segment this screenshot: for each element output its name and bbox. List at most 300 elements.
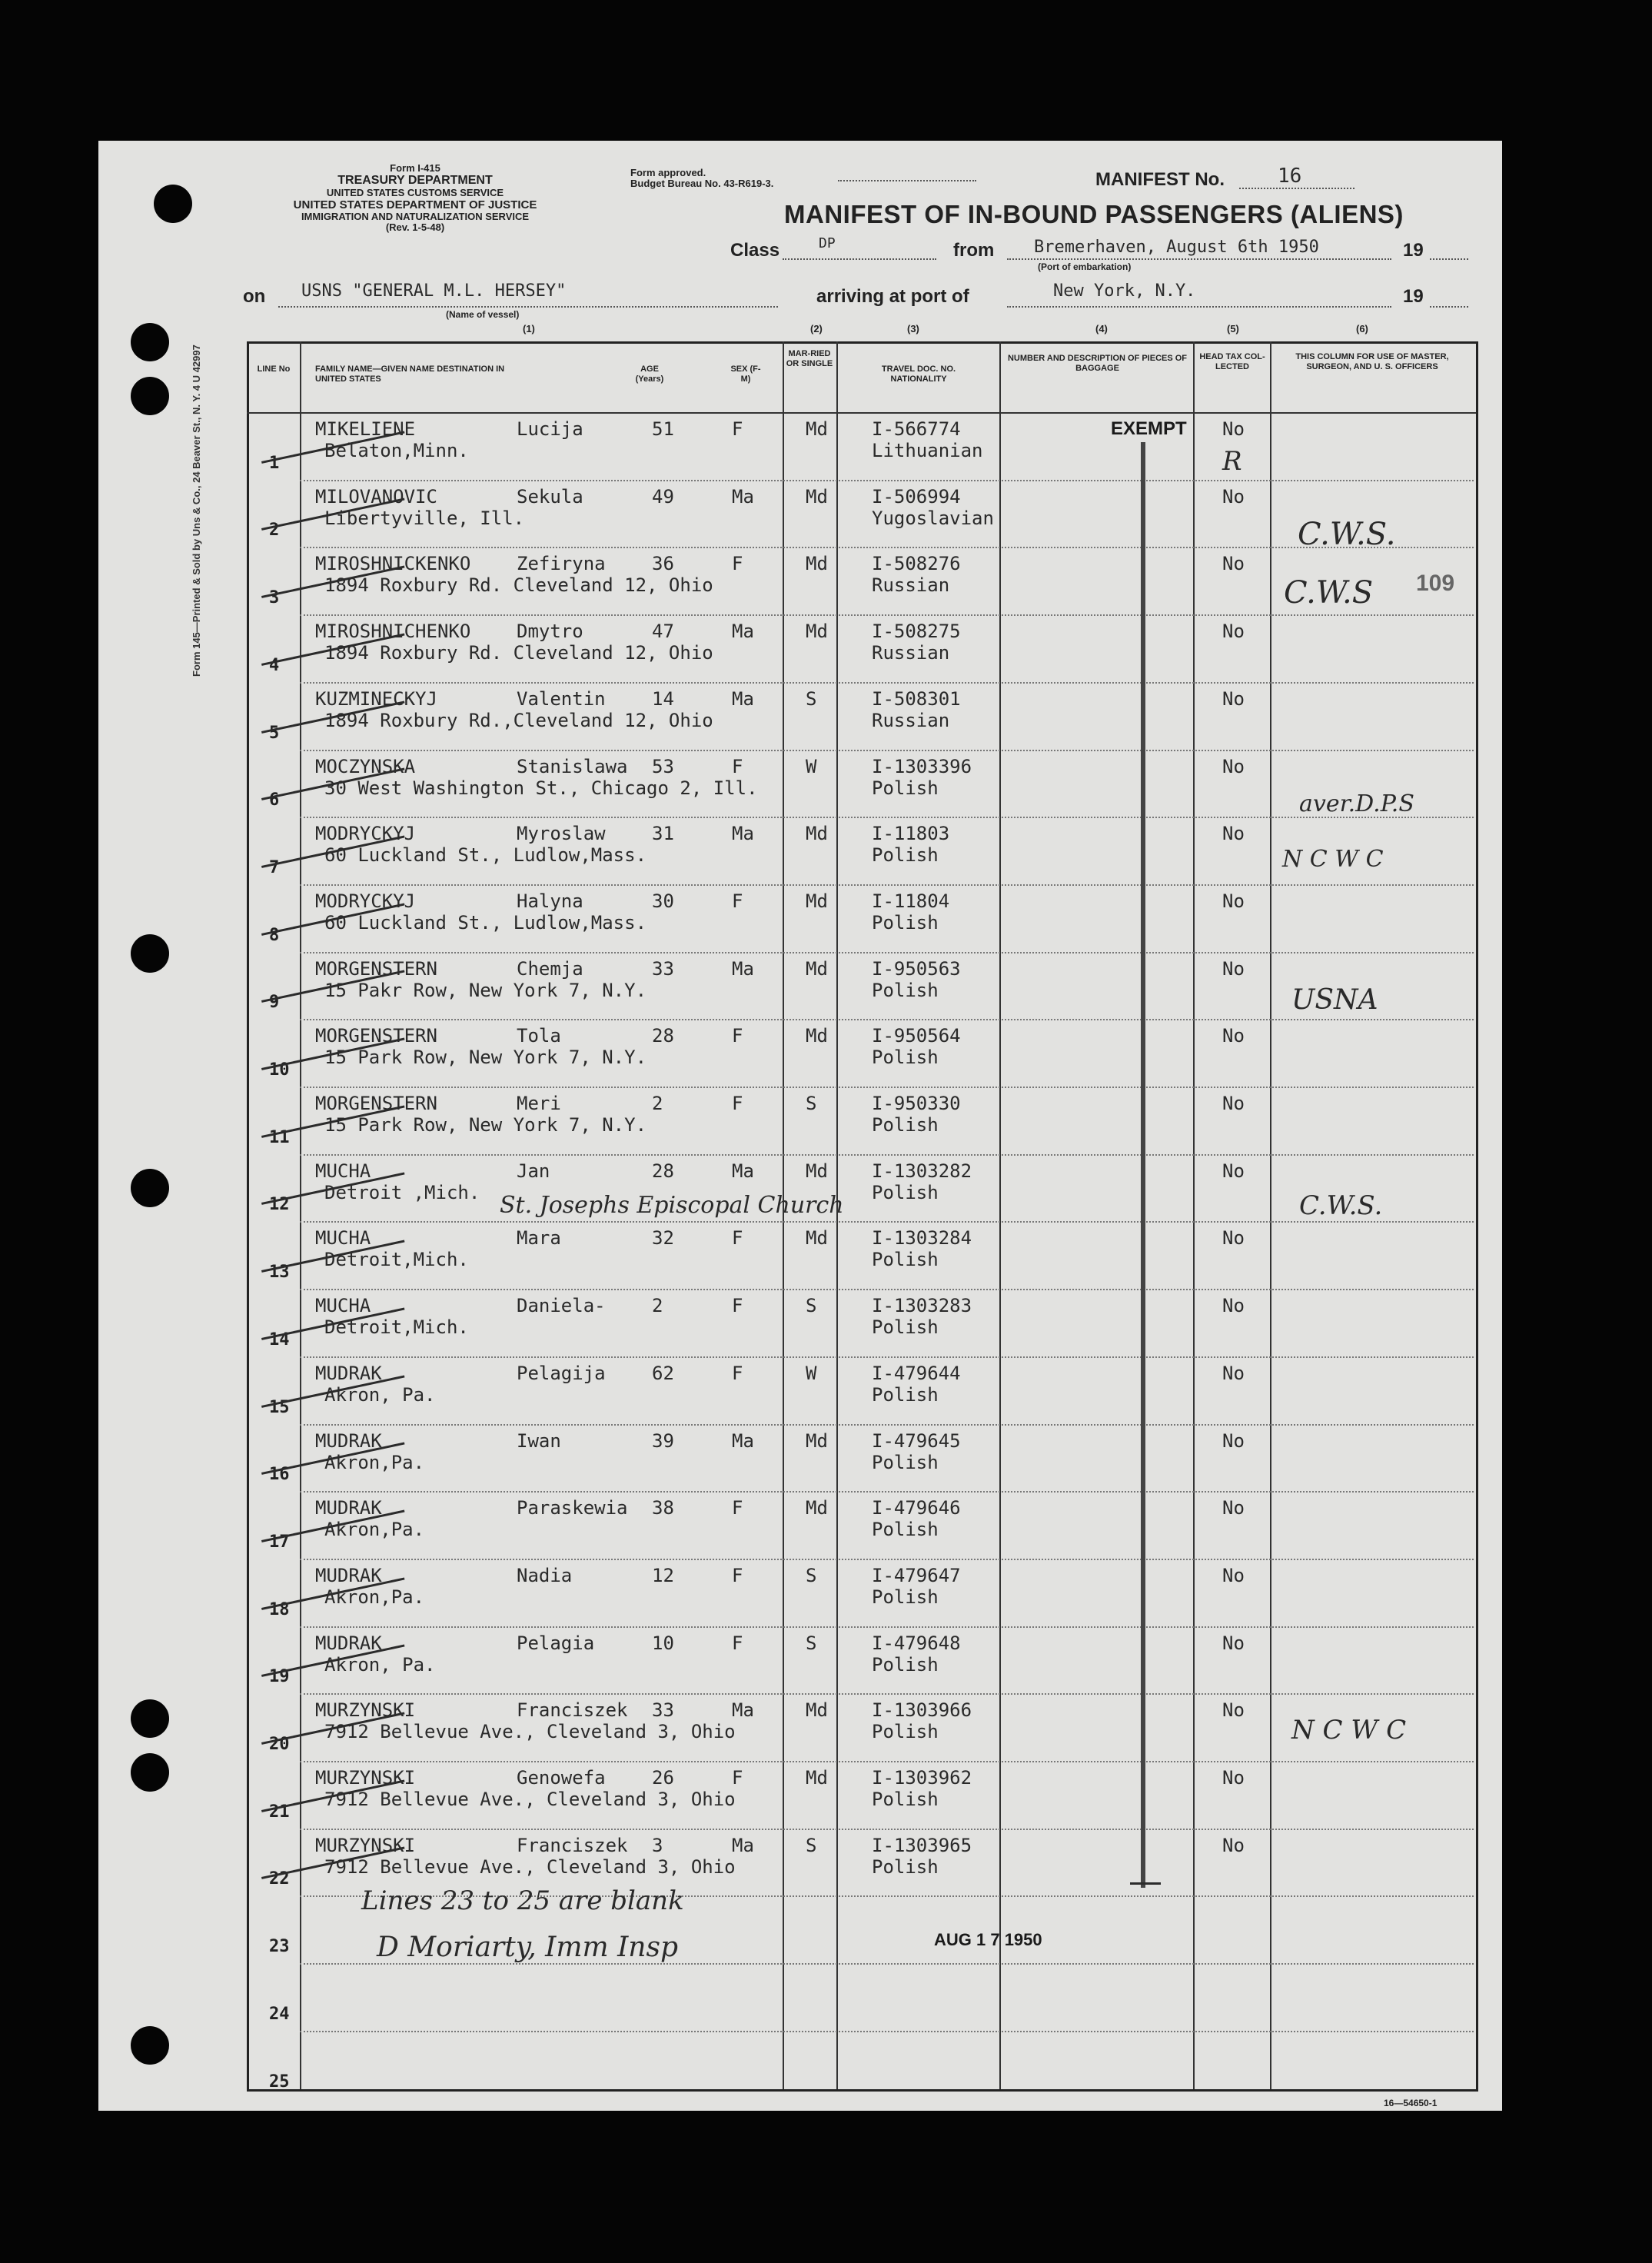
row-separator (300, 1019, 1474, 1020)
destination: 7912 Bellevue Ave., Cleveland 3, Ohio (324, 1789, 736, 1810)
line-number: 6 (269, 790, 280, 810)
marital-status: S (806, 1632, 817, 1654)
travel-doc-no: I-950564 (872, 1025, 961, 1047)
line-number: 24 (269, 2005, 290, 2024)
travel-doc-no: I-479648 (872, 1632, 961, 1654)
cws-note-1: C.W.S. (1298, 517, 1396, 552)
family-name: MIKELIENE (315, 418, 416, 440)
given-name: Nadia (517, 1565, 573, 1586)
lines-blank-note: Lines 23 to 25 are blank (361, 1885, 684, 1916)
head-tax: No (1222, 486, 1245, 508)
line-number: 15 (269, 1398, 290, 1417)
row-separator (300, 480, 1474, 481)
given-name: Franciszek (517, 1835, 628, 1856)
binder-hole (131, 934, 169, 973)
binder-hole (131, 377, 169, 415)
binder-hole (131, 1753, 169, 1792)
nationality: Polish (872, 1856, 939, 1878)
col-header-baggage: NUMBER AND DESCRIPTION OF PIECES OF BAGGAGE (1007, 354, 1188, 373)
family-name: MUDRAK (315, 1565, 382, 1586)
sex: F (732, 1363, 743, 1384)
head-tax: No (1222, 1160, 1245, 1182)
head-tax: No (1222, 1632, 1245, 1654)
nationality: Polish (872, 1586, 939, 1608)
page-number-stamp: 109 (1416, 571, 1455, 596)
age: 53 (652, 756, 674, 777)
given-name: Halyna (517, 890, 583, 912)
col-num-1: (1) (523, 323, 535, 334)
age: 36 (652, 553, 674, 574)
nationality: Polish (872, 1384, 939, 1406)
line-number: 9 (269, 993, 280, 1012)
sex: Ma (732, 486, 754, 508)
family-name: MILOVANOVIC (315, 486, 437, 508)
nationality: Russian (872, 710, 950, 731)
sex: F (732, 756, 743, 777)
marital-status: Md (806, 621, 828, 642)
age: 12 (652, 1565, 674, 1586)
travel-doc-no: I-506994 (872, 486, 961, 508)
head-tax: No (1222, 1430, 1245, 1452)
head-tax: No (1222, 621, 1245, 642)
port-value: New York, N.Y. (1053, 281, 1196, 301)
manifest-title: MANIFEST OF IN-BOUND PASSENGERS (ALIENS) (784, 200, 1404, 228)
sex: F (732, 890, 743, 912)
marital-status: Md (806, 1767, 828, 1789)
head-tax: No (1222, 890, 1245, 912)
col-num-5: (5) (1227, 323, 1239, 334)
age: 3 (652, 1835, 663, 1856)
manifest-no-label: MANIFEST No. (1095, 169, 1225, 190)
travel-doc-no: I-1303396 (872, 756, 972, 777)
form-id-block (231, 163, 600, 233)
cws-note-3: C.W.S. (1299, 1190, 1383, 1221)
sex: F (732, 1497, 743, 1519)
col-divider (300, 341, 301, 2089)
head-tax: No (1222, 553, 1245, 574)
vessel-note: (Name of vessel) (446, 309, 520, 320)
family-name: MUDRAK (315, 1497, 382, 1519)
line-number: 25 (269, 2072, 290, 2092)
marital-status: Md (806, 486, 828, 508)
nationality: Russian (872, 642, 950, 664)
family-name: MODRYCKYJ (315, 890, 416, 912)
row-separator (300, 1829, 1474, 1830)
row-separator (300, 1289, 1474, 1290)
vessel-name: USNS "GENERAL M.L. HERSEY" (301, 281, 567, 301)
marital-status: W (806, 756, 817, 777)
line-number: 23 (269, 1937, 290, 1956)
marital-status: W (806, 1363, 817, 1384)
nationality: Polish (872, 1452, 939, 1473)
head-tax: No (1222, 688, 1245, 710)
destination: 15 Park Row, New York 7, N.Y. (324, 1047, 647, 1068)
marital-status: Md (806, 1025, 828, 1047)
head-tax: No (1222, 1093, 1245, 1114)
row-separator (300, 1154, 1474, 1156)
row-separator (300, 614, 1474, 616)
port-line (1007, 306, 1391, 308)
year-line (1430, 258, 1468, 260)
age: 51 (652, 418, 674, 440)
travel-doc-no: I-950563 (872, 958, 961, 980)
line-number: 10 (269, 1060, 290, 1080)
line-number: 16 (269, 1465, 290, 1484)
binder-hole (131, 1699, 169, 1738)
cws-note-2: C.W.S (1284, 575, 1374, 611)
sex: F (732, 1093, 743, 1114)
destination: 1894 Roxbury Rd. Cleveland 12, Ohio (324, 642, 713, 664)
family-name: MIROSHNICHENKO (315, 621, 471, 642)
destination: Akron,Pa. (324, 1519, 425, 1540)
nationality: Polish (872, 844, 939, 866)
travel-doc-no: I-508275 (872, 621, 961, 642)
usna-note: USNA (1291, 984, 1378, 1016)
nationality: Polish (872, 980, 939, 1001)
travel-doc-no: I-1303962 (872, 1767, 972, 1789)
row-separator (300, 750, 1474, 751)
head-tax: No (1222, 756, 1245, 777)
age: 49 (652, 486, 674, 508)
nationality: Russian (872, 574, 950, 596)
form-approved: Form approved. (630, 167, 706, 178)
treasury-dept: TREASURY DEPARTMENT (337, 174, 493, 187)
sex: Ma (732, 1835, 754, 1856)
col-divider (1193, 341, 1195, 2089)
travel-doc-no: I-1303284 (872, 1227, 972, 1249)
year-label-2: 19 (1403, 286, 1424, 307)
destination: 15 Park Row, New York 7, N.Y. (324, 1114, 647, 1136)
age: 31 (652, 823, 674, 844)
head-tax: No (1222, 1025, 1245, 1047)
line-number: 19 (269, 1667, 290, 1686)
destination: Detroit ,Mich. (324, 1182, 480, 1203)
sex: Ma (732, 621, 754, 642)
marital-status: Md (806, 1160, 828, 1182)
col-header-age: AGE (Years) (635, 364, 664, 384)
col-num-2: (2) (810, 323, 823, 334)
marital-status: Md (806, 823, 828, 844)
nationality: Yugoslavian (872, 508, 994, 529)
ins-service: IMMIGRATION AND NATURALIZATION SERVICE (301, 211, 530, 222)
row-separator (300, 1963, 1474, 1965)
year-label: 19 (1403, 240, 1424, 261)
given-name: Genowefa (517, 1767, 606, 1789)
given-name: Jan (517, 1160, 550, 1182)
marital-status: Md (806, 1227, 828, 1249)
col-num-4: (4) (1095, 323, 1108, 334)
justice-dept: UNITED STATES DEPARTMENT OF JUSTICE (293, 198, 537, 211)
marital-status: Md (806, 890, 828, 912)
sex: F (732, 1767, 743, 1789)
travel-doc-no: I-508276 (872, 553, 961, 574)
line-number: 3 (269, 588, 280, 607)
marital-status: S (806, 1093, 817, 1114)
family-name: MODRYCKYJ (315, 823, 416, 844)
form-revision: (Rev. 1-5-48) (385, 221, 445, 233)
destination: 1894 Roxbury Rd. Cleveland 12, Ohio (324, 574, 713, 596)
nationality: Polish (872, 1182, 939, 1203)
class-line (783, 258, 936, 260)
travel-doc-no: I-1303282 (872, 1160, 972, 1182)
line-number: 12 (269, 1195, 290, 1214)
travel-doc-no: I-479646 (872, 1497, 961, 1519)
given-name: Mara (517, 1227, 561, 1249)
sex: Ma (732, 1699, 754, 1721)
head-tax: No (1222, 958, 1245, 980)
given-name: Meri (517, 1093, 561, 1114)
form-number: Form I-415 (390, 162, 440, 174)
inspector-signature: D Moriarty, Imm Insp (377, 1932, 679, 1963)
line-number: 14 (269, 1330, 290, 1349)
class-label: Class (730, 240, 780, 261)
header-rule (247, 412, 1476, 414)
destination: 7912 Bellevue Ave., Cleveland 3, Ohio (324, 1856, 736, 1878)
destination: 15 Pakr Row, New York 7, N.Y. (324, 980, 647, 1001)
sex: F (732, 1295, 743, 1316)
destination: 60 Luckland St., Ludlow,Mass. (324, 844, 647, 866)
row-separator (300, 952, 1474, 953)
age: 33 (652, 958, 674, 980)
given-name: Sekula (517, 486, 583, 508)
given-name: Daniela- (517, 1295, 606, 1316)
marital-status: Md (806, 1430, 828, 1452)
destination: 60 Luckland St., Ludlow,Mass. (324, 912, 647, 933)
marital-status: Md (806, 1699, 828, 1721)
col-header-married: MAR-RIED OR SINGLE (786, 349, 833, 368)
given-name: Franciszek (517, 1699, 628, 1721)
family-name: MORGENSTERN (315, 958, 437, 980)
col-num-6: (6) (1356, 323, 1368, 334)
travel-doc-no: I-950330 (872, 1093, 961, 1114)
exempt-bracket-line (1141, 442, 1145, 1888)
year-line-2 (1430, 306, 1468, 308)
destination: Detroit,Mich. (324, 1316, 469, 1338)
given-name: Tola (517, 1025, 561, 1047)
travel-doc-no: I-479647 (872, 1565, 961, 1586)
line-number: 2 (269, 521, 280, 540)
nationality: Polish (872, 1721, 939, 1742)
head-tax: No (1222, 1227, 1245, 1249)
given-name: Myroslaw (517, 823, 606, 844)
row-separator (300, 682, 1474, 684)
exempt-stamp: EXEMPT (1111, 418, 1187, 439)
marital-status: Md (806, 958, 828, 980)
col-divider (1270, 341, 1271, 2089)
family-name: MOCZYNSKA (315, 756, 416, 777)
marital-status: S (806, 688, 817, 710)
age: 39 (652, 1430, 674, 1452)
age: 2 (652, 1295, 663, 1316)
row-separator (300, 1424, 1474, 1426)
travel-doc-no: I-566774 (872, 418, 961, 440)
nationality: Lithuanian (872, 440, 983, 461)
line-number: 13 (269, 1263, 290, 1282)
age: 30 (652, 890, 674, 912)
destination: Akron, Pa. (324, 1384, 436, 1406)
row-separator (300, 1761, 1474, 1762)
age: 26 (652, 1767, 674, 1789)
sex: Ma (732, 823, 754, 844)
row-separator (300, 884, 1474, 886)
destination: 30 West Washington St., Chicago 2, Ill. (324, 777, 758, 799)
col-header-name: FAMILY NAME—GIVEN NAME DESTINATION IN UNITED STATES (315, 364, 505, 384)
family-name: MUDRAK (315, 1363, 382, 1384)
given-name: Lucija (517, 418, 583, 440)
line-number: 17 (269, 1533, 290, 1552)
manifest-no-line (1239, 188, 1355, 189)
head-tax: No (1222, 1363, 1245, 1384)
head-tax: No (1222, 1835, 1245, 1856)
exempt-bracket-end (1130, 1882, 1161, 1885)
nationality: Polish (872, 777, 939, 799)
col-num-3: (3) (907, 323, 919, 334)
age: 2 (652, 1093, 663, 1114)
family-name: MUCHA (315, 1295, 371, 1316)
line-number: 18 (269, 1600, 290, 1619)
on-label: on (243, 286, 266, 307)
nationality: Polish (872, 1654, 939, 1676)
sex: F (732, 1227, 743, 1249)
arriving-label: arriving at port of (816, 286, 969, 307)
from-value: Bremerhaven, August 6th 1950 (1034, 238, 1319, 257)
from-line (1007, 258, 1391, 260)
head-tax: No (1222, 1565, 1245, 1586)
marital-status: S (806, 1295, 817, 1316)
printer-imprint: Form 145—Printed & Sold by Uns & Co., 24 Beaver St., N. Y. 4 U 42997 (191, 344, 202, 677)
col-header-headtax: HEAD TAX COL-LECTED (1199, 352, 1265, 371)
customs-service: UNITED STATES CUSTOMS SERVICE (326, 187, 504, 198)
head-tax: No (1222, 823, 1245, 844)
class-value: DP (819, 235, 836, 251)
line-number: 7 (269, 858, 280, 877)
family-name: MUDRAK (315, 1430, 382, 1452)
from-label: from (953, 240, 995, 261)
manifest-no-value: 16 (1278, 165, 1302, 188)
age: 32 (652, 1227, 674, 1249)
line-number: 5 (269, 724, 280, 743)
destination: Belaton,Minn. (324, 440, 469, 461)
row-separator (300, 2031, 1474, 2032)
row-separator (300, 1087, 1474, 1088)
travel-doc-no: I-1303965 (872, 1835, 972, 1856)
vessel-line (278, 306, 778, 308)
head-tax: No (1222, 1767, 1245, 1789)
age: 33 (652, 1699, 674, 1721)
marital-status: Md (806, 553, 828, 574)
age: 10 (652, 1632, 674, 1654)
binder-hole (131, 1169, 169, 1207)
col-header-officers: THIS COLUMN FOR USE OF MASTER, SURGEON, AND U. S. OFFICERS (1295, 352, 1449, 371)
travel-doc-no: I-11804 (872, 890, 950, 912)
given-name: Valentin (517, 688, 606, 710)
destination: Libertyville, Ill. (324, 508, 525, 529)
binder-hole (154, 185, 192, 223)
head-tax: No (1222, 1295, 1245, 1316)
line-number: 20 (269, 1735, 290, 1754)
given-name: Pelagia (517, 1632, 595, 1654)
destination: Akron, Pa. (324, 1654, 436, 1676)
family-name: MURZYNSKI (315, 1699, 416, 1721)
date-stamp: AUG 1 7 1950 (934, 1930, 1042, 1949)
given-name: Iwan (517, 1430, 561, 1452)
sex: Ma (732, 958, 754, 980)
ncwc-note-2: N C W C (1291, 1715, 1407, 1746)
family-name: MORGENSTERN (315, 1093, 437, 1114)
travel-doc-no: I-479645 (872, 1430, 961, 1452)
col-header-sex: SEX (F-M) (730, 364, 761, 384)
head-tax: No (1222, 1699, 1245, 1721)
nationality: Polish (872, 1519, 939, 1540)
travel-doc-no: I-1303283 (872, 1295, 972, 1316)
church-note: St. Josephs Episcopal Church (500, 1192, 844, 1219)
col-divider (999, 341, 1001, 2089)
travel-doc-no: I-479644 (872, 1363, 961, 1384)
line-number: 1 (269, 454, 280, 473)
sex: F (732, 553, 743, 574)
destination: Akron,Pa. (324, 1452, 425, 1473)
family-name: MURZYNSKI (315, 1835, 416, 1856)
r-mark: R (1222, 446, 1242, 477)
nationality: Polish (872, 1789, 939, 1810)
family-name: MUCHA (315, 1227, 371, 1249)
given-name: Dmytro (517, 621, 583, 642)
sex: Ma (732, 1160, 754, 1182)
marital-status: S (806, 1565, 817, 1586)
ncwc-note: N C W C (1282, 846, 1384, 873)
age: 38 (652, 1497, 674, 1519)
given-name: Zefiryna (517, 553, 606, 574)
destination: Akron,Pa. (324, 1586, 425, 1608)
age: 28 (652, 1025, 674, 1047)
sex: F (732, 1565, 743, 1586)
row-separator (300, 1559, 1474, 1560)
row-separator (300, 1221, 1474, 1223)
age: 28 (652, 1160, 674, 1182)
row-separator (300, 1626, 1474, 1628)
family-name: MUDRAK (315, 1632, 382, 1654)
given-name: Pelagija (517, 1363, 606, 1384)
line-number: 4 (269, 656, 280, 675)
nationality: Polish (872, 1047, 939, 1068)
given-name: Stanislawa (517, 756, 628, 777)
row-separator (300, 817, 1474, 818)
travel-doc-no: I-1303966 (872, 1699, 972, 1721)
aver-note: aver.D.P.S (1299, 790, 1414, 817)
age: 14 (652, 688, 674, 710)
nationality: Polish (872, 1316, 939, 1338)
binder-hole (131, 2026, 169, 2065)
line-number: 11 (269, 1128, 290, 1147)
travel-doc-no: I-11803 (872, 823, 950, 844)
budget-bureau: Budget Bureau No. 43-R619-3. (630, 178, 774, 189)
embark-note: (Port of embarkation) (1038, 261, 1132, 272)
destination: Detroit,Mich. (324, 1249, 469, 1270)
head-tax: No (1222, 1497, 1245, 1519)
marital-status: Md (806, 418, 828, 440)
budget-dots (838, 180, 976, 181)
nationality: Polish (872, 1114, 939, 1136)
age: 62 (652, 1363, 674, 1384)
given-name: Chemja (517, 958, 583, 980)
family-name: KUZMINECKYJ (315, 688, 437, 710)
family-name: MORGENSTERN (315, 1025, 437, 1047)
sex: F (732, 1025, 743, 1047)
destination: 1894 Roxbury Rd.,Cleveland 12, Ohio (324, 710, 713, 731)
head-tax: No (1222, 418, 1245, 440)
sex: Ma (732, 1430, 754, 1452)
family-name: MIROSHNICKENKO (315, 553, 471, 574)
